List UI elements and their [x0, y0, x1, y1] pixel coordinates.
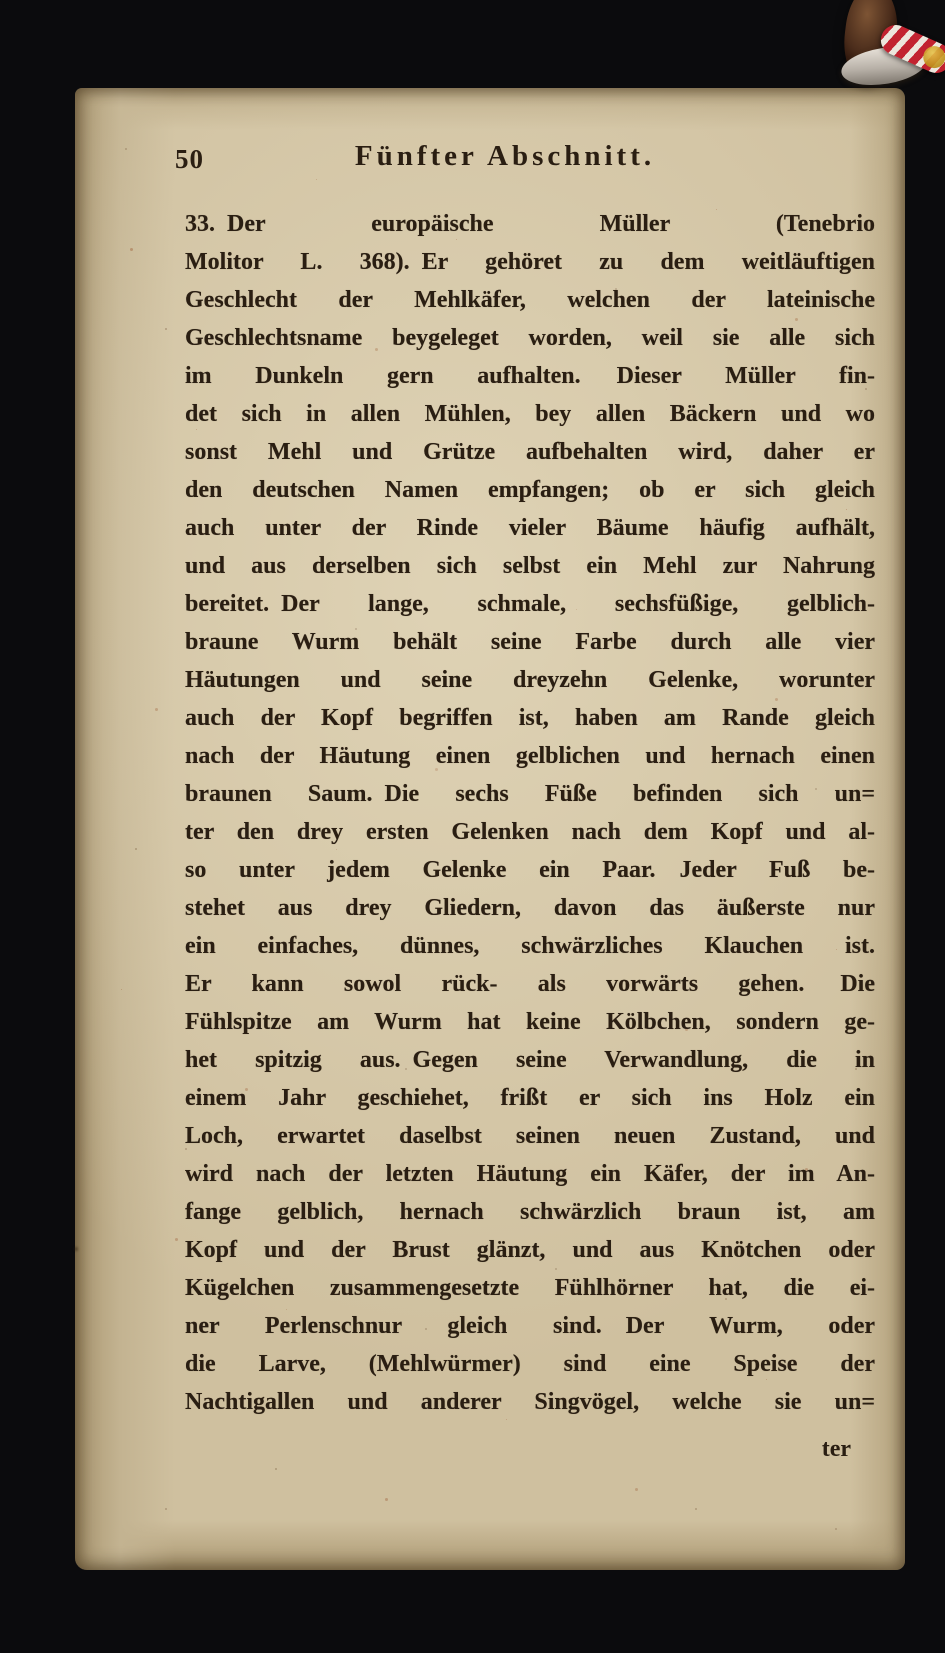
text-line: det sich in allen Mühlen, bey allen Bäckern und wo: [185, 401, 875, 427]
text-line: braunen Saum. Die sechs Füße befinden sich un=: [185, 781, 875, 807]
text-line: stehet aus drey Gliedern, davon das äußerste nur: [185, 895, 875, 921]
text-line: einem Jahr geschiehet, frißt er sich ins Holz ein: [185, 1085, 875, 1111]
text-line: und aus derselben sich selbst ein Mehl zur Nahrung: [185, 553, 875, 579]
text-line: auch der Kopf begriffen ist, haben am Rande gleich: [185, 705, 875, 731]
text-line: ter den drey ersten Gelenken nach dem Kopf und al-: [185, 819, 875, 845]
text-line: nach der Häutung einen gelblichen und hernach einen: [185, 743, 875, 769]
text-line: Geschlechtsname beygeleget worden, weil sie alle sich: [185, 325, 875, 351]
text-line: den deutschen Namen empfangen; ob er sich gleich: [185, 477, 875, 503]
text-line: bereitet. Der lange, schmale, sechsfüßige, gelblich-: [185, 591, 875, 617]
text-line: im Dunkeln gern aufhalten. Dieser Müller fin-: [185, 363, 875, 389]
text-line: Loch, erwartet daselbst seinen neuen Zustand, und: [185, 1123, 875, 1149]
finger: [839, 0, 902, 85]
text-line: Nachtigallen und anderer Singvögel, welche sie un=: [185, 1389, 875, 1415]
text-line: Fühlspitze am Wurm hat keine Kölbchen, sondern ge-: [185, 1009, 875, 1035]
text-line: braune Wurm behält seine Farbe durch alle vier: [185, 629, 875, 655]
text-line: Molitor L. 368). Er gehöret zu dem weitläuftigen: [185, 249, 875, 275]
text-line: 33. Der europäische Müller (Tenebrio: [185, 211, 875, 237]
running-header-title: Fünfter Abschnitt.: [354, 140, 656, 172]
text-line: so unter jedem Gelenke ein Paar. Jeder Fuß be-: [185, 857, 875, 883]
catchword: ter: [821, 1436, 851, 1462]
text-line: wird nach der letzten Häutung ein Käfer, der im An-: [185, 1161, 875, 1187]
text-line: Kügelchen zusammengesetzte Fühlhörner hat, die ei-: [185, 1275, 875, 1301]
text-line: fange gelblich, hernach schwärzlich braun ist, am: [185, 1199, 875, 1225]
text-line: ein einfaches, dünnes, schwärzliches Klauchen ist.: [185, 933, 875, 959]
text-line: sonst Mehl und Grütze aufbehalten wird, daher er: [185, 439, 875, 465]
body-text: [185, 205, 875, 1421]
text-line: auch unter der Rinde vieler Bäume häufig aufhält,: [185, 515, 875, 541]
text-line: Häutungen und seine dreyzehn Gelenke, worunter: [185, 667, 875, 693]
running-header-row: [175, 140, 875, 184]
text-line: ner Perlenschnur gleich sind. Der Wurm, oder: [185, 1313, 875, 1339]
text-line: die Larve, (Mehlwürmer) sind eine Speise der: [185, 1351, 875, 1377]
book-page: [75, 88, 905, 1570]
text-line: Kopf und der Brust glänzt, und aus Knötchen oder: [185, 1237, 875, 1263]
text-line: Er kann sowol rück- als vorwärts gehen. Die: [185, 971, 875, 997]
red-striped-band: [876, 20, 945, 78]
finger-cot: [839, 41, 930, 90]
page-number: 50: [175, 144, 204, 174]
text-line: het spitzig aus. Gegen seine Verwandlung, die in: [185, 1047, 875, 1073]
text-line: Geschlecht der Mehlkäfer, welchen der lateinische: [185, 287, 875, 313]
